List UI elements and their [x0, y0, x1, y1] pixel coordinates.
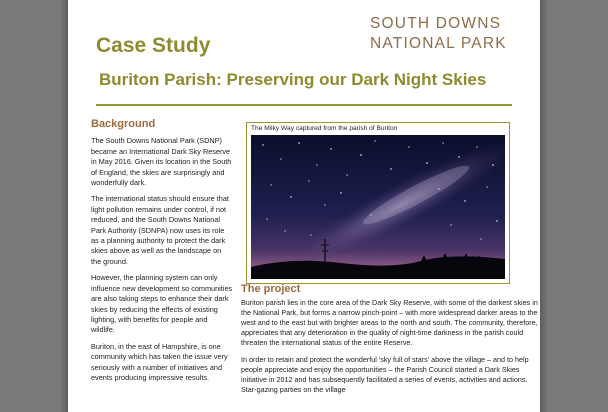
- figure-caption: The Milky Way captured from the parish of Buriton: [251, 125, 398, 132]
- title-divider: [96, 104, 512, 106]
- logo-line-2: NATIONAL PARK: [370, 35, 507, 52]
- background-column: [91, 119, 233, 389]
- project-heading: The project: [241, 283, 301, 295]
- background-paragraph: The South Downs National Park (SDNP) became an International Dark Sky Reserve in May 2016. Given its location in the South of England, the skies are surprisingly and wonderfully dark.: [91, 136, 232, 188]
- background-heading: Background: [91, 118, 156, 130]
- document-page: [68, 0, 540, 412]
- logo-line-1: SOUTH DOWNS: [370, 15, 502, 32]
- project-paragraph: In order to retain and protect the wonderful 'sky full of stars' above the village – and to help people appreciate and enjoy the opportunities – the Parish Council started a Dark Skies initiative in 2012 and has subsequently facilitated a series of events, activities and actions. Star-gazing parties on the village: [241, 354, 529, 394]
- page-shadow-left: [60, 0, 68, 412]
- project-paragraph: Buriton parish lies in the core area of the Dark Sky Reserve, with some of the darkest skies in the National Park, but forms a narrow pinch-point – with more widespread darker areas to the west and to the east but with brighter areas to the north and south. The community, therefore, appreciates that any deterioration in the quality of night-time darkness in the parish could threaten the international status of the entire Reserve.: [241, 298, 538, 348]
- case-study-label: Case Study: [96, 34, 211, 57]
- milky-way-figure: [246, 122, 510, 284]
- page-title: Buriton Parish: Preserving our Dark Night Skies: [99, 70, 487, 89]
- milky-way-photo: [251, 135, 505, 279]
- page-shadow-right: [540, 0, 548, 412]
- background-paragraph: Buriton, in the east of Hampshire, is one community which has taken the issue very seriously with a number of initiatives and events producing impressive results.: [91, 341, 228, 382]
- background-paragraph: The international status should ensure that light pollution remains under control, if not reduced, and the South Downs National Park Authority (SDNPA) now uses its role as a planning authority to protect the dark skies above as well as the landscape on the ground.: [91, 194, 229, 266]
- south-downs-logo: [370, 14, 510, 54]
- project-column: [241, 284, 540, 401]
- background-paragraph: However, the planning system can only influence new development so communities are also taking steps to enhance their dark skies by reducing the effects of existing lighting, with benefits for people and wildlife.: [91, 273, 233, 335]
